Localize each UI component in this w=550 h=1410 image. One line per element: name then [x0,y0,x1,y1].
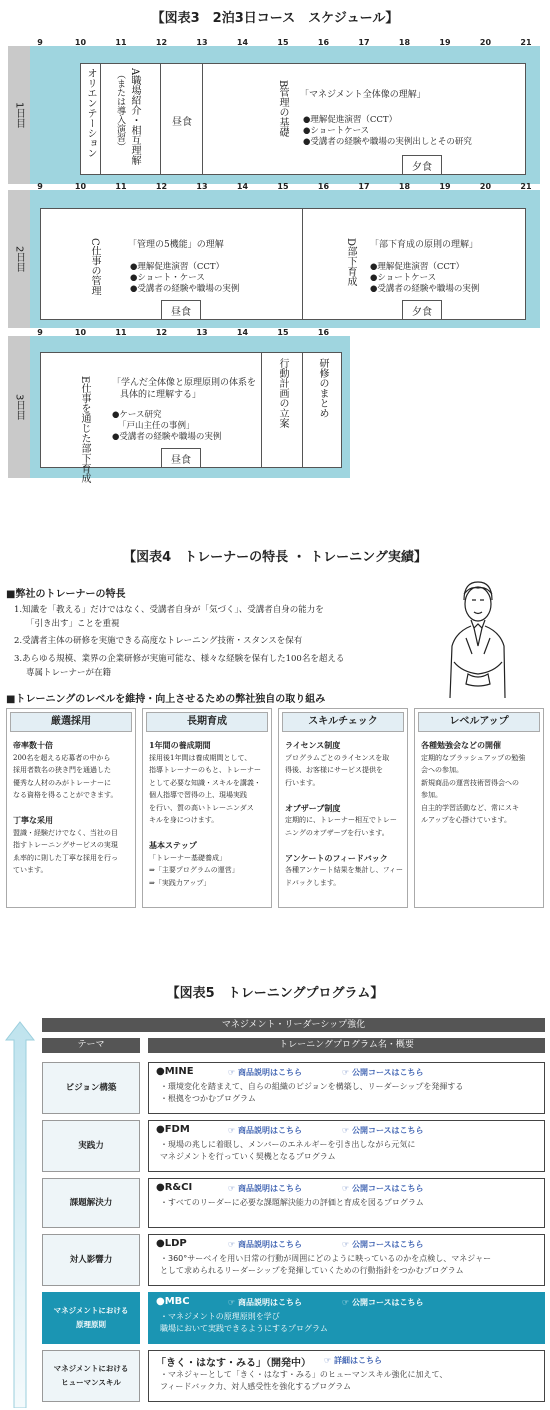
program-name: 「きく・はなす・みる」（開発中） [156,1358,311,1369]
hour-tick: 20 [479,38,492,47]
initiative-card-line: 基本ステップ [149,840,197,850]
theme-cell: 対人影響力 [42,1234,140,1286]
initiative-card [142,708,272,908]
initiative-card-line: ています。 [13,866,48,874]
feature-line-4: 3.あらゆる規模、業界の企業研修が実施可能な、様々な経験を保有した100名を超える [14,654,345,664]
session-c-item-2: ●ショート・ケース [130,273,205,283]
public-course-link[interactable]: ☞ 公開コースはこちら [342,1068,424,1077]
fig5-title: 【図表5 トレーニングプログラム】 [166,986,384,1001]
session-e-item-3: ●受講者の経験や職場の実例 [112,432,222,442]
session-c-item-3: ●受講者の経験や職場の実例 [130,284,240,294]
hour-tick: 14 [236,182,249,191]
hour-tick: 16 [317,38,330,47]
program-desc-line: ・根拠をつかむプログラム [160,1094,256,1103]
initiative-card-line: アンケートのフィードバック [285,852,388,863]
hour-tick: 9 [37,182,43,191]
session-a-title: A職場紹介・相互理解 [129,68,140,166]
session-d-title: D部下育成 [345,238,356,287]
col-program-header: トレーニングプログラム名・概要 [148,1038,545,1053]
product-link[interactable]: ☞ 商品説明はこちら [228,1298,302,1307]
program-desc-line: マネジメントを行っていく契機となるプログラム [160,1152,336,1161]
hour-tick: 12 [155,182,168,191]
product-link[interactable]: ☞ 商品説明はこちら [228,1126,302,1135]
product-link[interactable]: ☞ 商品説明はこちら [228,1184,302,1193]
hour-tick: 12 [155,38,168,47]
initiative-card-body [143,735,271,893]
trainer-illustration [438,576,518,698]
hour-tick: 10 [74,182,87,191]
orientation-session: オリエンテーション [85,68,96,158]
theme-cell: 実践力 [42,1120,140,1172]
hour-tick: 18 [398,182,411,191]
initiative-card-line: 会への参加。 [421,766,463,774]
hour-tick: 15 [277,182,289,191]
session-d-item-3: ●受講者の経験や職場の実例 [370,284,480,294]
program-name: ●R&CI [156,1182,193,1193]
initiative-card-line: 定期的なブラッシュアップの勉強 [421,753,526,762]
hour-tick: 11 [115,38,127,47]
initiatives-heading: ■トレーニングのレベルを維持・向上させるための弊社独自の取り組み [6,694,326,705]
product-link[interactable]: ☞ 商品説明はこちら [228,1240,302,1249]
initiative-card-heading: 長期育成 [146,712,268,732]
detail-link[interactable]: ☞ 詳細はこちら [324,1356,382,1365]
hour-tick: 10 [74,38,87,47]
hour-tick: 15 [277,328,289,337]
session-b-item-3: ●受講者の経験や職場の実例出しとその研究 [303,137,472,147]
session-e-heading-1: 「学んだ全体像と原理原則の体系を [112,378,257,388]
initiative-card [278,708,408,908]
hour-tick: 11 [115,182,127,191]
initiative-card-line [285,839,401,852]
initiative-card-line: 定期的に、トレーナー相互でトレー [285,816,397,824]
session-e-title: E仕事を通じた部下育成 [79,376,90,484]
initiative-card-line [149,827,265,840]
initiative-card-line: 帝率数十倍 [13,740,53,750]
theme-cell: 課題解決力 [42,1178,140,1228]
hour-tick: 13 [196,328,208,337]
hour-tick: 12 [155,328,168,337]
wrapup-session: 研修のまとめ [317,358,328,418]
public-course-link[interactable]: ☞ 公開コースはこちら [342,1126,424,1135]
initiative-card-line: 各種アンケート結果を集計し、フィー [285,866,404,874]
hour-tick: 13 [196,182,208,191]
hour-tick: 13 [196,38,208,47]
feature-line-3: 2.受講者主体の研修を実施できる高度なトレーニング技術・スタンスを保有 [14,636,303,646]
initiative-card-body [415,735,543,831]
action-plan-session: 行動計画の立案 [277,358,288,428]
program-name: ●MBC [156,1296,190,1307]
program-desc-line: ・すべてのリーダーに必要な課題解決能力の評価と育成を図るプログラム [160,1198,424,1207]
initiative-card-line: オブザーブ制度 [285,802,341,813]
initiative-card [414,708,544,908]
hour-tick: 14 [236,38,249,47]
program-name: ●MINE [156,1066,194,1077]
program-desc-line: ・マネジャーとして「きく・はなす・みる」のヒューマンスキル強化に加えて、 [160,1370,448,1379]
initiative-card-line: を行い、質の高いトレーニンダス [149,803,254,812]
theme-line-2: 原理原則 [76,1320,106,1329]
session-e-heading-2: 具体的に理解する」 [120,390,202,400]
initiative-card-line: ⇒「主要プログラムの運営」 [149,866,239,874]
initiative-card-line: なる資格を得ることができます。 [13,791,118,799]
program-desc-line: ・現場の兆しに着眼し、メンバーのエネルギーを引き出しながら元気に [160,1140,416,1149]
theme-line-1: マネジメントにおける [53,1364,129,1373]
feature-line-5: 専属トレーナーが在籍 [26,668,112,678]
hour-tick: 9 [37,328,43,337]
initiative-card-line: 自主的学習活動など、常にスキ [421,803,519,812]
session-e-item-1: ●ケース研究 [112,410,162,420]
col-theme-header: テーマ [42,1038,140,1053]
strengthen-arrow-icon [5,1020,35,1408]
hour-tick: 20 [479,182,492,191]
hour-tick: 19 [439,38,451,47]
day1-lunch: 昼食 [172,117,192,128]
initiative-card-line: ゑ率的に則した丁寧な採用を行っ [13,853,118,862]
initiative-card-line: として必要な知識・スキルを講義・ [149,778,261,787]
day3-label-cell [8,336,30,478]
hour-tick: 10 [74,328,87,337]
program-name: ●LDP [156,1238,187,1249]
initiative-card-line: ニングのオブザーブを行います。 [285,828,389,837]
session-d-item-2: ●ショートケース [370,273,437,283]
initiative-card-line: ライセンス制度 [285,740,341,750]
initiative-card-line: ⇒「実践力アップ」 [149,878,211,887]
public-course-link[interactable]: ☞ 公開コースはこちら [342,1184,424,1193]
day2-lunch: 昼食 [161,300,201,320]
theme-cell [42,1350,140,1402]
session-b-item-2: ●ショートケース [303,126,370,136]
initiative-card-line: 新規商品の運営技術習得会への [421,778,519,787]
initiative-card-line: 行います。 [285,778,320,787]
hour-tick: 16 [317,328,330,337]
session-a-sub: （または導入演習） [115,70,125,151]
day2-label-cell [8,190,30,328]
theme-cell: ビジョン構築 [42,1062,140,1114]
session-b-title: B管理の基礎 [277,80,288,138]
initiative-card-line: 優秀な人材のみがトレーナーに [13,778,111,787]
hour-tick: 14 [236,328,249,337]
day1-dinner: 夕食 [402,155,442,175]
initiative-card-line: キルを身につけます。 [149,816,219,824]
initiative-card-line: 指導トレーナーのもと、トレーナー [149,766,261,774]
initiative-card-line: ルアップを心掛けています。 [421,816,511,824]
public-course-link[interactable]: ☞ 公開コースはこちら [342,1240,424,1249]
initiative-card-heading: レベルアップ [418,712,540,732]
hour-tick: 21 [520,38,532,47]
session-c-title: C仕事の管理 [89,238,100,296]
day1-label: 1日目 [13,101,25,129]
session-b-item-1: ●理解促進演習（CCT） [303,115,398,125]
hour-tick: 9 [37,38,43,47]
initiative-card-line: 各種勉強会などの開催 [421,740,501,750]
fig3-title: 【図表3 2泊3日コース スケジュール】 [151,11,399,26]
initiative-card-line: 採用後1年間は養成期間として、 [149,753,252,762]
day3-lunch: 昼食 [161,448,201,468]
initiative-card-heading: スキルチェック [282,712,404,732]
hour-tick: 18 [398,38,411,47]
initiative-card-body [7,735,135,881]
session-d-item-1: ●理解促進演習（CCT） [370,262,465,272]
initiative-card-line: 個人指導で習得の上、現場実践 [149,791,247,799]
theme-cell [42,1292,140,1344]
initiative-card-line: プログラムごとのライセンスを取 [285,753,390,762]
feature-line-1: 1.知識を「教える」だけではなく、受講者自身が「気づく」、受講者自身の能力を [14,605,324,615]
hour-tick: 15 [277,38,289,47]
day2-label: 2日目 [13,245,25,273]
trainer-features-heading: ■弊社のトレーナーの特長 [6,589,126,600]
hour-tick: 21 [520,182,532,191]
initiative-card-line [13,802,129,815]
initiative-card-line: 得後、お客様にサービス提供を [285,766,383,774]
program-desc-line: ・360°サーベイを用い日常の行動が周囲にどのように映っているのかを点検し、マネジャー [160,1254,492,1263]
day3-label: 3日目 [13,393,25,421]
initiative-card-line: 「トレーナー基礎養成」 [149,853,226,862]
leadership-bar: マネジメント・リーダーシップ強化 [42,1018,545,1032]
program-desc-line: として求められるリーダーシップを発揮していくための行動指針をつかむプログラム [160,1266,464,1275]
hour-tick: 17 [358,38,370,47]
product-link[interactable]: ☞ 商品説明はこちら [228,1068,302,1077]
program-desc-line: 職場において実践できるようにするプログラム [160,1324,328,1333]
program-desc-line: フィードバック力、対人感受性を強化するプログラム [160,1382,352,1391]
hour-tick: 11 [115,328,127,337]
session-e-item-2: 「戸山主任の事例」 [118,421,195,431]
session-b-heading: 「マネジメント全体像の理解」 [300,90,426,100]
hour-tick: 17 [358,182,370,191]
initiative-card-line: ドバックします。 [285,878,341,887]
day1-label-cell [8,46,30,184]
program-desc-line: ・環境変化を踏まえて、自らの組織のビジョンを構築し、リーダーシップを発揮する [160,1082,464,1091]
initiative-card-line [285,789,401,802]
initiative-card [6,708,136,908]
day2-dinner: 夕食 [402,300,442,320]
initiative-card-body [279,735,407,893]
hour-tick: 16 [317,182,330,191]
initiative-card-line: 採用者数名の狭き門を通過した [13,766,111,774]
initiative-card-line: 1年間の養成期間 [149,740,211,750]
initiative-card-line: 盟識・経験だけでなく、当社の目 [13,828,118,837]
feature-line-2: 「引き出す」ことを重視 [26,619,120,629]
theme-line-1: マネジメントにおける [53,1306,129,1315]
hour-tick: 19 [439,182,451,191]
initiative-card-heading: 厳選採用 [10,712,132,732]
session-d-heading: 「部下育成の原則の理解」 [370,240,479,250]
session-c-item-1: ●理解促進演習（CCT） [130,262,225,272]
program-name: ●FDM [156,1124,190,1135]
initiative-card-line: 参加。 [421,791,442,799]
theme-line-2: ヒューマンスキル [61,1378,121,1387]
initiative-card-line: 丁寧な采用 [13,815,53,825]
session-c-heading: 「管理の5機能」の理解 [128,240,224,250]
public-course-link[interactable]: ☞ 公開コースはこちら [342,1298,424,1307]
initiative-card-line: 200名を超える応募者の中から [13,753,111,762]
program-desc-line: ・マネジメントの原理原則を学び [160,1312,280,1321]
fig4-title: 【図表4 トレーナーの特長 ・ トレーニング実績】 [123,550,427,565]
initiative-card-line: 指すトレーニングサービスの実現 [13,841,118,849]
